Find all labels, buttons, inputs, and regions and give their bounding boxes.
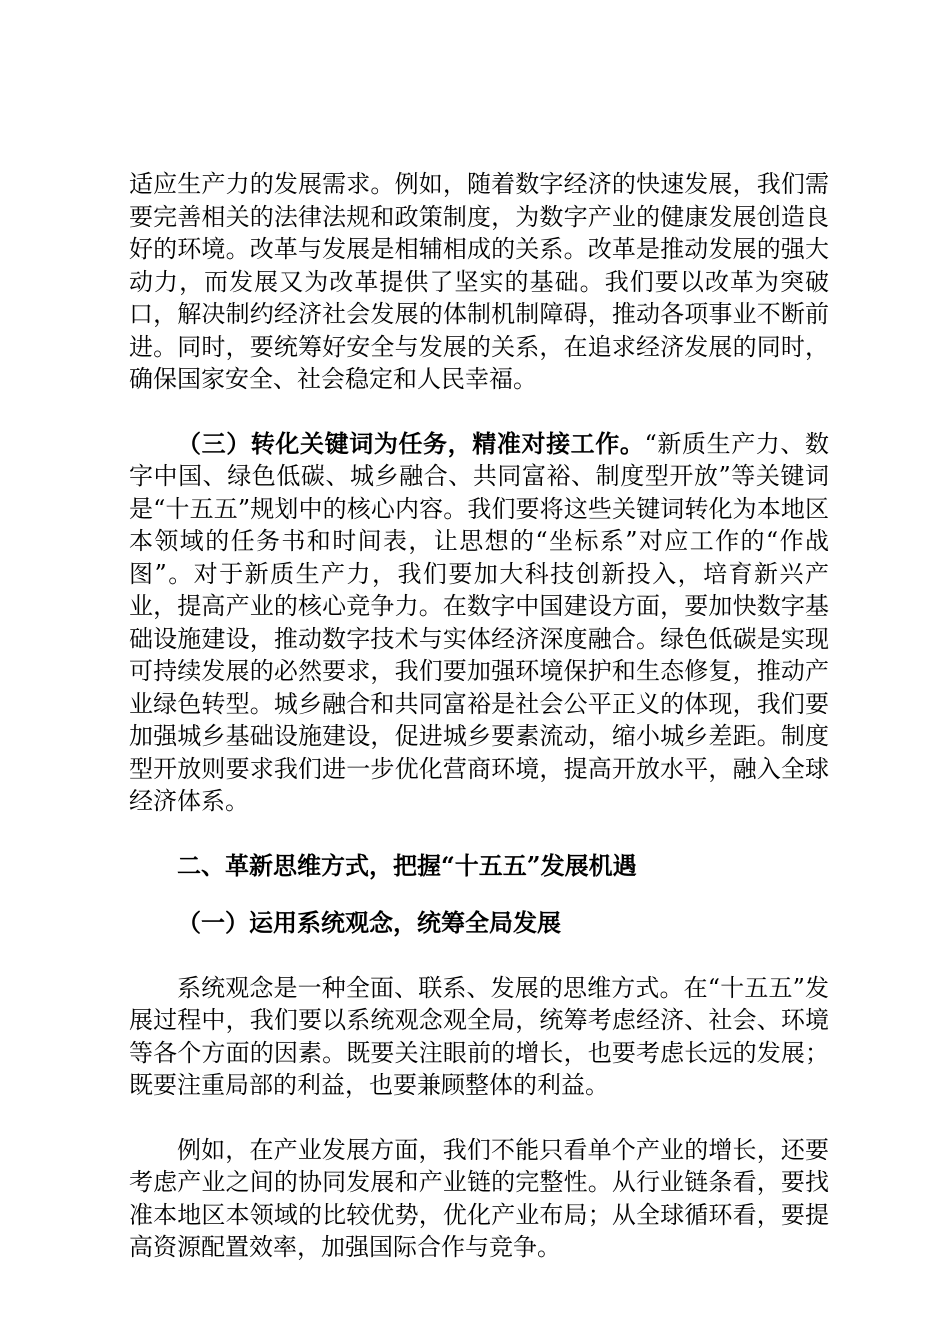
paragraph-lead-bold: （三）转化关键词为任务，精准对接工作。 [177,428,645,458]
paragraph-reform-development: 适应生产力的发展需求。例如，随着数字经济的快速发展，我们需要完善相关的法律法规和政策制度，为数字产业的健康发展创造良好的环境。改革与发展是相辅相成的关系。改革是推动发展的强大动力，而发展又为改革提供了坚实的基础。我们要以改革为突破口，解决制约经济社会发展的体制机制障碍，推动各项事业不断前进。同时，要统筹好安全与发展的关系，在追求经济发展的同时，确保国家安全、社会稳定和人民幸福。 [129,170,829,393]
paragraph-keywords-tasks [129,428,829,818]
paragraph-body: “新质生产力、数字中国、绿色低碳、城乡融合、共同富裕、制度型开放”等关键词是“十五五”规划中的核心内容。我们要将这些关键词转化为本地区本领域的任务书和时间表，让思想的“坐标系”对应工作的“作战图”。对于新质生产力，我们要加大科技创新投入，培育新兴产业，提高产业的核心竞争力。在数字中国建设方面，要加快数字基础设施建设，推动数字技术与实体经济深度融合。绿色低碳是实现可持续发展的必然要求，我们要加强环境保护和生态修复，推动产业绿色转型。城乡融合和共同富裕是社会公平正义的体现，我们要加强城乡基础设施建设，促进城乡要素流动，缩小城乡差距。制度型开放则要求我们进一步优化营商环境，提高开放水平，融入全球经济体系。 [129,429,830,815]
paragraph-system-concept: 系统观念是一种全面、联系、发展的思维方式。在“十五五”发展过程中，我们要以系统观念观全局，统筹考虑经济、社会、环境等各个方面的因素。既要关注眼前的增长，也要考虑长远的发展；既要注重局部的利益，也要兼顾整体的利益。 [129,973,829,1099]
document-page [129,168,829,1296]
subsection-heading: （一）运用系统观念，统筹全局发展 [177,908,561,937]
section-heading: 二、革新思维方式，把握“十五五”发展机遇 [177,850,637,880]
paragraph-industry-example: 例如，在产业发展方面，我们不能只看单个产业的增长，还要考虑产业之间的协同发展和产业链的完整性。从行业链条看，要找准本地区本领域的比较优势，优化产业布局；从全球循环看，要提高资源配置效率，加强国际合作与竞争。 [129,1135,829,1261]
